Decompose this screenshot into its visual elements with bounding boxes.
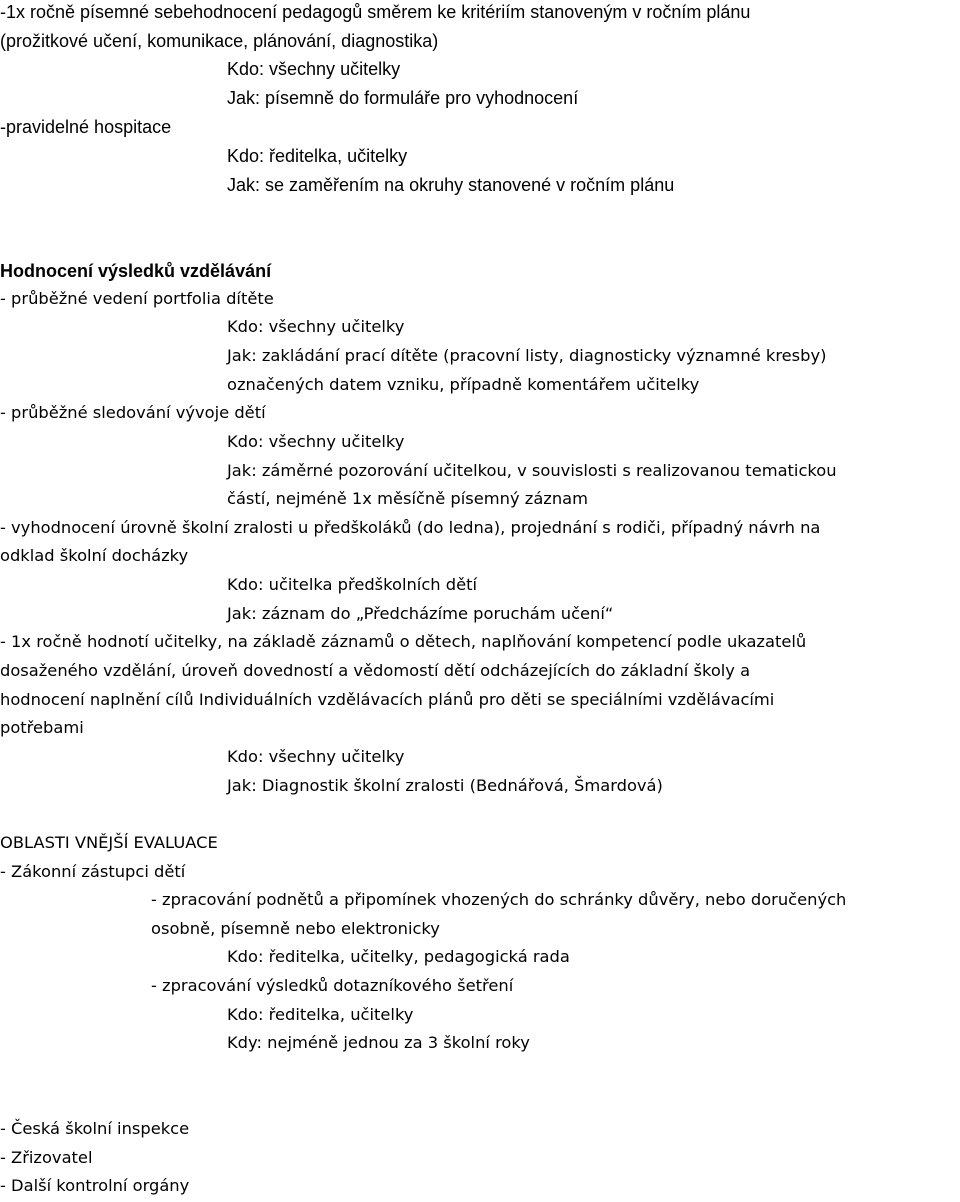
evaluation-item: hodnocení naplnění cílů Individuálních vzdělávacích plánů pro děti se speciálními vzdělávacími	[0, 690, 775, 709]
how-line: Jak: zakládání prací dítěte (pracovní listy, diagnosticky významné kresby)	[227, 346, 827, 365]
evaluation-item: - Další kontrolní orgány	[0, 1176, 190, 1195]
evaluation-item: - Česká školní inspekce	[0, 1119, 190, 1138]
evaluation-item: - průběžné sledování vývoje dětí	[0, 403, 266, 422]
evaluation-item: - 1x ročně hodnotí učitelky, na základě záznamů o dětech, naplňování kompetencí podle ukazatelů	[0, 632, 807, 651]
evaluation-subitem: - zpracování podnětů a připomínek vhozených do schránky důvěry, nebo doručených	[151, 890, 847, 909]
who-line: Kdo: všechny učitelky	[227, 59, 401, 79]
who-line: Kdo: ředitelka, učitelky	[227, 146, 408, 166]
evaluation-item: - Zřizovatel	[0, 1148, 93, 1167]
evaluation-line: -1x ročně písemné sebehodnocení pedagogů směrem ke kritériím stanoveným v ročním plánu	[0, 2, 751, 22]
evaluation-subitem: - zpracování výsledků dotazníkového šetření	[151, 976, 514, 995]
evaluation-item: dosaženého vzdělání, úroveň dovedností a vědomostí dětí odcházejících do základní školy a	[0, 661, 751, 680]
how-line: Jak: se zaměřením na okruhy stanovené v ročním plánu	[227, 175, 675, 195]
how-line: označených datem vzniku, případně komentářem učitelky	[227, 375, 700, 394]
evaluation-item: - průběžné vedení portfolia dítěte	[0, 289, 274, 308]
who-line: Kdo: všechny učitelky	[227, 747, 405, 766]
who-line: Kdo: ředitelka, učitelky, pedagogická rada	[227, 947, 570, 966]
section-heading: Hodnocení výsledků vzdělávání	[0, 261, 272, 281]
who-line: Kdo: všechny učitelky	[227, 317, 405, 336]
who-line: Kdo: učitelka předškolních dětí	[227, 575, 478, 594]
how-line: Jak: záznam do „Předcházíme poruchám učení“	[227, 604, 614, 623]
evaluation-item: - Zákonní zástupci dětí	[0, 862, 186, 881]
when-line: Kdy: nejméně jednou za 3 školní roky	[227, 1033, 530, 1052]
section-heading: OBLASTI VNĚJŠÍ EVALUACE	[0, 833, 218, 852]
how-line: Jak: záměrné pozorování učitelkou, v souvislosti s realizovanou tematickou	[227, 461, 837, 480]
how-line: částí, nejméně 1x měsíčně písemný záznam	[227, 489, 589, 508]
evaluation-subitem: osobně, písemně nebo elektronicky	[151, 919, 440, 938]
evaluation-line: (prožitkové učení, komunikace, plánování, diagnostika)	[0, 31, 439, 51]
evaluation-item: potřebami	[0, 718, 84, 737]
evaluation-item: odklad školní docházky	[0, 546, 189, 565]
how-line: Jak: Diagnostik školní zralosti (Bednářová, Šmardová)	[227, 776, 663, 795]
evaluation-item: -pravidelné hospitace	[0, 117, 172, 137]
how-line: Jak: písemně do formuláře pro vyhodnocení	[227, 88, 579, 108]
evaluation-item: - vyhodnocení úrovně školní zralosti u předškoláků (do ledna), projednání s rodiči, případný návrh na	[0, 518, 821, 537]
who-line: Kdo: všechny učitelky	[227, 432, 405, 451]
who-line: Kdo: ředitelka, učitelky	[227, 1005, 414, 1024]
